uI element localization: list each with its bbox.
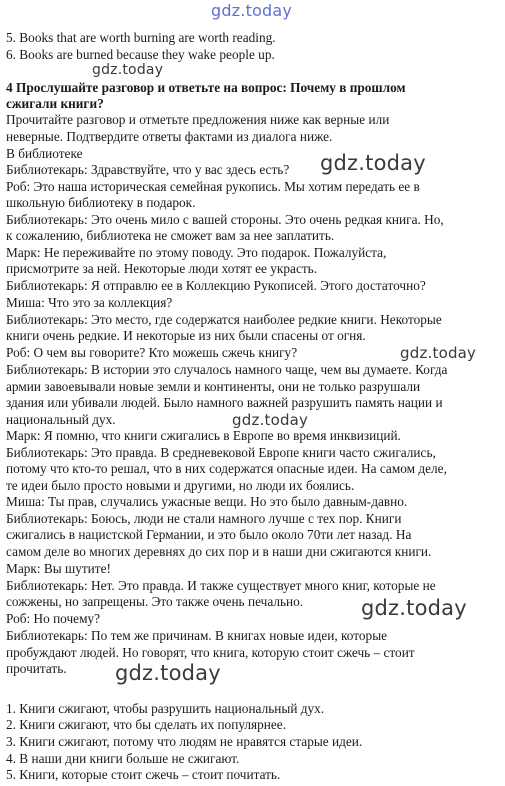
dialog-line: Роб: Это наша историческая семейная рукопись. Мы хотим передать ее в [6, 179, 420, 194]
dialog-line: школьную библиотеку в подарок. [6, 195, 196, 210]
dialog-line: пробуждают людей. Но говорят, что книга, которую стоит сжечь – стоит [6, 645, 415, 660]
watermark: gdz.today [320, 151, 426, 175]
dialog-line: сжигались в нацистской Германии, и это было около 70ти лет назад. На [6, 527, 412, 542]
dialog-line: армии завоевывали новые земли и континенты, они не только разрушали [6, 379, 421, 394]
dialog-line: национальный дух. [6, 412, 116, 427]
watermark: gdz.today [400, 344, 477, 362]
dialog-line: Роб: Но почему? [6, 611, 101, 626]
dialog-line: Марк: Не переживайте по этому поводу. Это подарок. Пожалуйста, [6, 245, 387, 260]
dialog-line: Библиотекарь: Здравствуйте, что у вас здесь есть? [6, 162, 290, 177]
dialog-line: Библиотекарь: Это правда. В средневековой Европе книги часто сжигались, [6, 445, 436, 460]
statement-item: 3. Книги сжигают, потому что людям не нравятся старые идеи. [6, 734, 363, 749]
dialog-line: те идеи было просто новыми и другими, но люди их боялись. [6, 478, 355, 493]
statement-item: 5. Книги, которые стоит сжечь – стоит почитать. [6, 767, 281, 782]
dialog-line: Миша: Что это за коллекция? [6, 295, 173, 310]
dialog-line: Миша: Ты прав, случались ужасные вещи. Но это было давным-давно. [6, 494, 408, 509]
statement-item: 4. В наши дни книги больше не сжигают. [6, 751, 240, 766]
dialog-line: Марк: Я помню, что книги сжигались в Европе во время инквизиций. [6, 428, 401, 443]
dialog-line: Роб: О чем вы говорите? Кто можешь сжечь книгу? [6, 345, 298, 360]
task-instruction: неверные. Подтвердите ответы фактами из диалога ниже. [6, 129, 333, 144]
scene-label: В библиотеке [6, 146, 83, 161]
list-item: 6. Books are burned because they wake people up. [6, 47, 275, 62]
dialog-line: самом деле во многих деревнях до сих пор и в наши дни сжигаются книги. [6, 544, 432, 559]
dialog-line: Библиотекарь: Нет. Это правда. И также существует много книг, которые не [6, 578, 436, 593]
dialog-line: потому что кто-то решал, что в них содержатся опасные идеи. На самом деле, [6, 461, 447, 476]
task-heading: 4 Прослушайте разговор и ответьте на вопрос: Почему в прошлом [6, 80, 406, 95]
dialog-line: Библиотекарь: Я отправлю ее в Коллекцию Рукописей. Этого достаточно? [6, 278, 426, 293]
watermark: gdz.today [232, 411, 309, 429]
dialog-line: к сожалению, библиотека не сможет вам за нее заплатить. [6, 228, 335, 243]
dialog-line: Марк: Вы шутите! [6, 561, 111, 576]
task-instruction: Прочитайте разговор и отметьте предложения ниже как верные или [6, 112, 390, 127]
watermark: gdz.today [361, 596, 467, 620]
watermark: gdz.today [115, 661, 221, 685]
dialog-line: Библиотекарь: Это очень мило с вашей стороны. Это очень редкая книга. Но, [6, 212, 444, 227]
task-heading: сжигали книги? [6, 96, 104, 111]
statement-item: 1. Книги сжигают, чтобы разрушить национальный дух. [6, 701, 325, 716]
dialog-line: Библиотекарь: По тем же причинам. В книгах новые идеи, которые [6, 628, 388, 643]
statement-item: 2. Книги сжигают, что бы сделать их популярнее. [6, 717, 287, 732]
watermark-top: gdz.today [211, 1, 293, 20]
dialog-line: сожжены, но запрещены. Это также очень печально. [6, 594, 304, 609]
watermark: gdz.today [92, 62, 164, 78]
dialog-line: присмотрите за ней. Некоторые люди хотят ее украсть. [6, 261, 318, 276]
list-item: 5. Books that are worth burning are worth reading. [6, 30, 276, 45]
dialog-line: здания или убивали людей. Было намного важней разрушить память нации и [6, 395, 443, 410]
dialog-line: прочитать. [6, 661, 67, 676]
dialog-line: Библиотекарь: Боюсь, люди не стали намного лучше с тех пор. Книги [6, 511, 402, 526]
dialog-line: Библиотекарь: Это место, где содержатся наиболее редкие книги. Некоторые [6, 312, 442, 327]
dialog-line: Библиотекарь: В истории это случалось намного чаще, чем вы думаете. Когда [6, 362, 448, 377]
dialog-line: книги очень редкие. И некоторые из них были спасены от огня. [6, 328, 366, 343]
